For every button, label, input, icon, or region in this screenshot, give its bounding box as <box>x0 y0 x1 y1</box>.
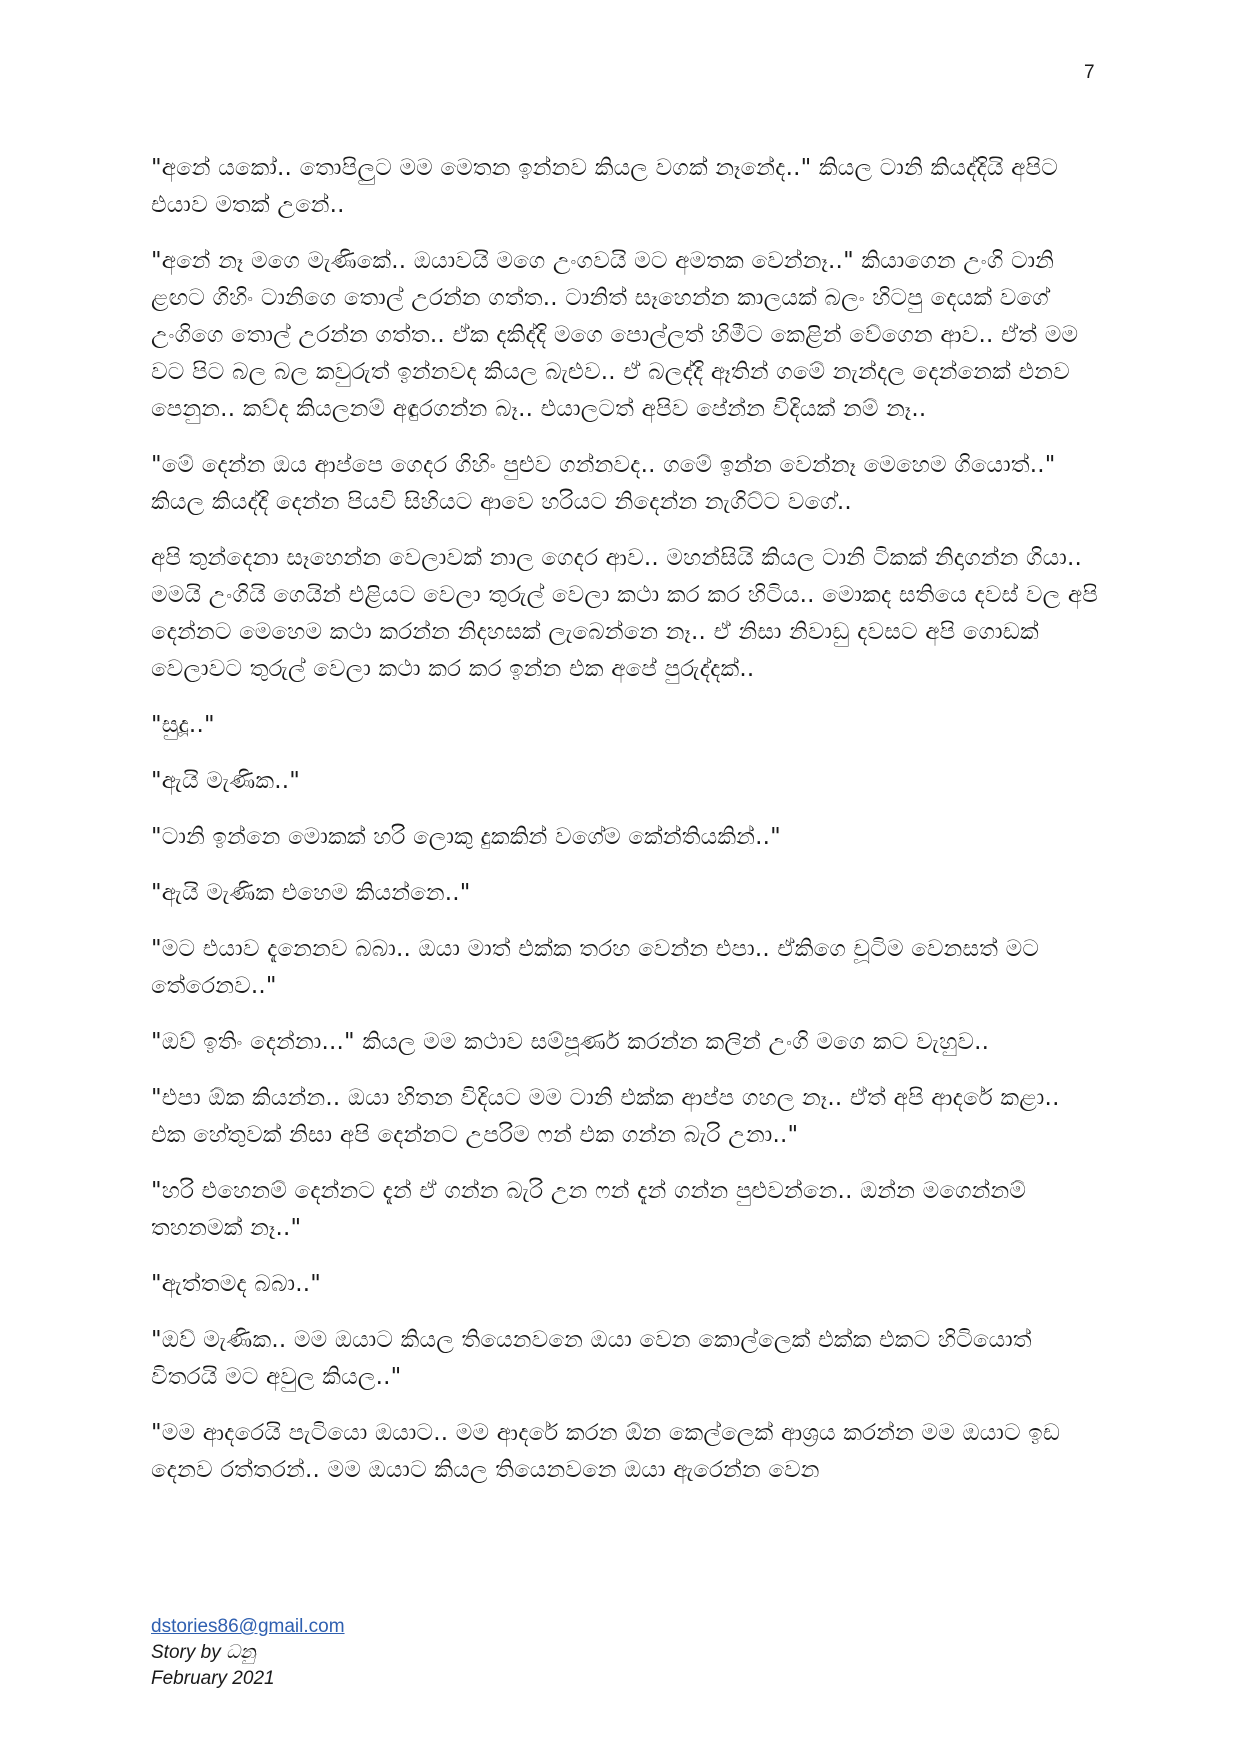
paragraph-15: "මම ආදරෙයි පැටියො ඔයාට.. මම ආදරේ කරන ඕන කෙල්ලෙක් ආශ්‍රය කරන්න මම ඔයාට ඉඩ දෙනව රත්තරන්.. මම ඔයාට කියල තියෙනවනෙ ඔයා ඇරෙන්න වෙන <box>151 1420 1061 1483</box>
paragraph-10: "ඔව් ඉතිං දෙන්නා..." කියල මම කථාව සම්පූර්ණ කරන්න කලින් උංගි මගෙ කට වැහුව.. <box>151 1029 990 1055</box>
paragraph-13: "ඇත්තමද බබා.." <box>151 1271 322 1297</box>
footer <box>151 1614 345 1692</box>
paragraph-5: "සුදූ.." <box>151 712 215 738</box>
paragraph-9: "මට එයාව දැනෙනව බබා.. ඔයා මාත් එක්ක තරහ වෙන්න එපා.. ඒකිගෙ චූටිම වෙනසත් මට තේරෙනව.." <box>151 936 1040 999</box>
author-line: Story by ධනු <box>151 1642 256 1663</box>
paragraph-6: "ඇයි මැණික.." <box>151 768 301 794</box>
story-body <box>151 150 1101 1508</box>
paragraph-11: "එපා ඕක කියන්න.. ඔයා හිතන විදියට මම ටානි එක්ක ආප්ප ගහල නෑ.. ඒත් අපි ආදරේ කළා.. එක හේතුවක් නිසා අපි දෙන්නට උපරිම ෆන් එක ගන්න බැරි උනා.." <box>151 1085 1060 1148</box>
paragraph-7: "ටානි ඉන්නෙ මොකක් හරි ලොකු දුකකින් වගේම කේන්තියකින්.." <box>151 824 781 850</box>
paragraph-12: "හරි එහෙනම් දෙන්නට දැන් ඒ ගන්න බැරි උන ෆන් දැන් ගන්න පුළුවන්නෙ.. ඔන්න මගෙන්නම් තහනමක් නෑ.." <box>151 1178 1027 1241</box>
paragraph-3: "මේ දෙන්න ඔය ආප්පෙ ගෙදර ගිහිං පුළුව ගන්නවද.. ගමේ ඉන්න වෙන්නෑ මෙහෙම ගියොත්.." කියල කියද්දි දෙන්න පියවි සිහියට ආවෙ හරියට නිදෙන්න නැගිට්ට වගේ.. <box>151 452 1056 515</box>
paragraph-1: "අනේ යකෝ.. තොපිලුට මම මෙතන ඉන්නව කියල වගක් නෑනේද.." කියල ටානි කියද්දියි අපිට එයාව මතක් උනේ.. <box>151 155 1059 218</box>
paragraph-14: "ඔව් මැණික.. මම ඔයාට කියල තියෙනවනෙ ඔයා වෙන කොල්ලෙක් එක්ක එකට හිටියොත් විතරයි මට අවුල කියල.." <box>151 1327 1032 1390</box>
paragraph-8: "ඇයි මැණික එහෙම කියන්නෙ.." <box>151 880 471 906</box>
email-link[interactable]: dstories86@gmail.com <box>151 1616 345 1637</box>
page-number: 7 <box>1084 62 1095 83</box>
paragraph-4: අපි තුන්දෙනා සෑහෙන්න වෙලාවක් නාල ගෙදර ආව.. මහන්සියි කියල ටානි ටිකක් නිදාගන්න ගියා.. මමයි උංගියි ගෙයින් එළියට වෙලා තුරුල් වෙලා කථා කර කර හිටිය.. මොකද සතියෙ දවස් වල අපි දෙන්නට මෙහෙම කථා කරන්න නිදහසක් ලැබෙන්නෙ නෑ.. ඒ නිසා නිවාඩු දවසට අපි ගොඩක් වෙලාවට තුරුල් වෙලා කථා කර කර ඉන්න එක අපේ පුරුද්දක්.. <box>151 545 1098 682</box>
paragraph-2: "අනේ නෑ මගෙ මැණිකේ.. ඔයාවයි මගෙ උංගවයි මට අමතක වෙන්නෑ.." කියාගෙන උංගි ටානි ළඟට ගිහිං ටානිගෙ තොල් උරන්න ගත්ත.. ටානිත් සෑහෙන්න කාලයක් බලං හිටපු දෙයක් වගේ උංගිගෙ තොල් උරන්න ගත්ත.. ඒක දකිද්දි මගෙ පොල්ලත් හිමීට කෙළින් වේගෙන ආව.. ඒත් මම වට පිට බල බල කවුරුත් ඉන්නවද කියල බැළුව.. ඒ බලද්දි ඈතින් ගමේ නැන්දල දෙන්නෙක් එනව පෙනුන.. කව්ද කියලනම් අඳුරගන්න බෑ.. එයාලටත් අපිව පේන්න විදියක් නම් නෑ.. <box>151 248 1079 422</box>
date-line: February 2021 <box>151 1668 275 1689</box>
